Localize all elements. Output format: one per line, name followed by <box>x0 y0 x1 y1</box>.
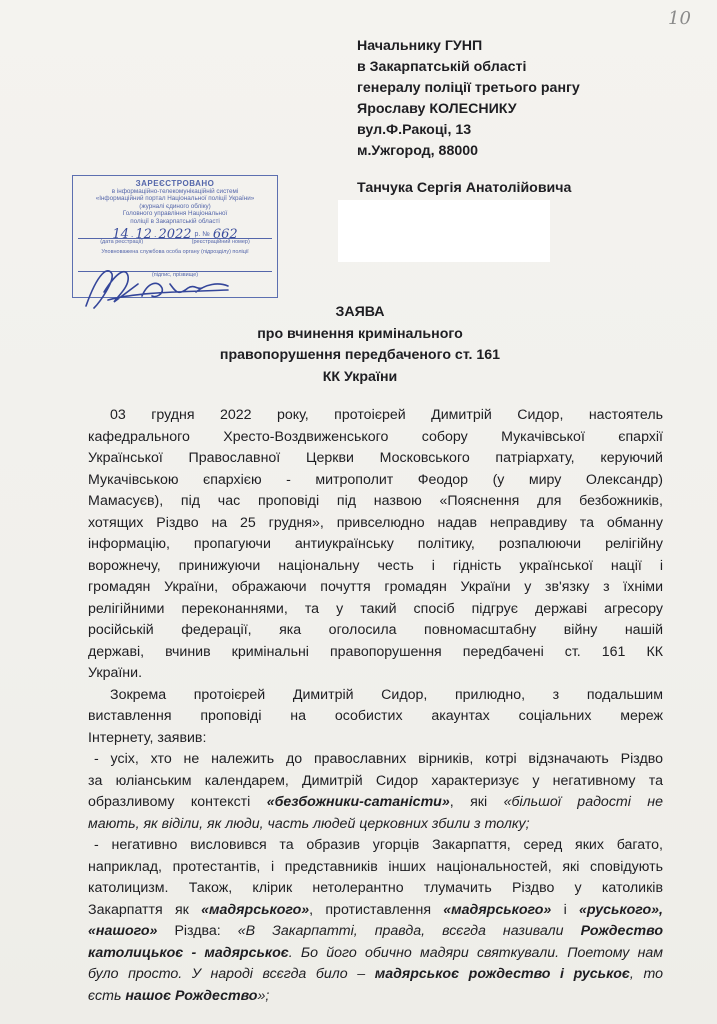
document-title <box>210 302 510 388</box>
text-line: католицизм. Також, клірик нетолерантно тлумачить Різдво у католиків <box>88 880 663 896</box>
quote-italic: мають, як віділи, як люди, часть людей церковних збили з толку; <box>88 815 530 832</box>
stamp-month: 12 <box>135 227 152 243</box>
text-run: Закарпаття як <box>88 901 202 918</box>
text-line: за юліанським календарем, Димитрій Сидор характеризує у негативному та <box>88 772 663 789</box>
text-run: , які <box>449 794 504 810</box>
quote-bold: «нашого» <box>88 923 158 939</box>
addressee-line: в Закарпатській області <box>357 59 527 75</box>
text-line: Інтернету, заявив: <box>88 729 207 746</box>
redaction-box <box>338 200 550 262</box>
stamp-day: 14 <box>112 227 129 243</box>
sender-name: Танчука Сергія Анатолійовича <box>357 180 572 196</box>
text-line: хотящих Різдво на 25 грудня», привселюдно надав неправдиву та обманну <box>88 514 663 531</box>
addressee-line: м.Ужгород, 88000 <box>357 143 479 159</box>
bullet-2 <box>88 835 663 1007</box>
stamp-title: ЗАРЕЄСТРОВАНО <box>135 179 215 188</box>
quote-bold: «руського», <box>579 901 663 918</box>
title-line: ЗАЯВА <box>335 304 385 320</box>
text-line <box>88 921 663 943</box>
text-line <box>88 943 663 965</box>
quote-bold: католицькоє - мадярськоє <box>88 944 289 961</box>
stamp-authorized: Уповноважена службова особа органу (підрозділу) поліції <box>101 248 249 255</box>
quote-italic: , то <box>629 966 663 982</box>
text-line <box>88 986 663 1008</box>
stamp-line: поліції в Закарпатській області <box>130 217 220 225</box>
text-run: і <box>551 901 579 918</box>
text-line <box>88 900 663 922</box>
addressee-line: вул.Ф.Ракоці, 13 <box>357 122 472 138</box>
addressee-line: генералу поліції третього рангу <box>357 80 580 96</box>
stamp-year: 2022 <box>158 227 192 243</box>
addressee-block <box>357 36 580 162</box>
addressee-line: Начальнику ГУНП <box>357 38 483 54</box>
title-line: про вчинення кримінального <box>257 325 463 342</box>
stamp-caption-number: (реєстраційний номер) <box>191 239 250 246</box>
text-line: російській федерації, яка оголосила повномасштабну війну нашій <box>88 622 663 638</box>
quote-italic: »; <box>257 987 270 1004</box>
addressee-line: Ярославу КОЛЕСНИКУ <box>357 101 517 117</box>
paragraph-2 <box>88 685 663 750</box>
text-line: 03 грудня 2022 року, протоієрей Димитрій Сидор, настоятель <box>110 407 663 423</box>
text-line: - негативно висловився та образив угорців Закарпаття, серед яких багато, <box>94 837 663 853</box>
paragraph-1 <box>88 405 663 685</box>
stamp-line: в інформаційно-телекомунікаційній системі <box>111 188 239 195</box>
stamp-date-row: 14 . 12 . 2022 р. № 662 <box>112 227 238 243</box>
quote-bold: мадярськоє рождество і руськоє <box>374 966 630 982</box>
text-line: Української Православної Церкви Московського патріархату, керуючий <box>88 450 663 466</box>
text-line: ворожнечу, принижуючи національну честь і гідність української нації і <box>88 557 663 574</box>
text-line: релігійними переконаннями, та у такий спосіб підгрує державі агресору <box>88 600 663 617</box>
quote-italic: «В Закарпатті, правда, всєгда називали <box>237 923 581 939</box>
document-body <box>88 405 663 1007</box>
text-line: Мамасуєв), під час проповіді під назвою «Пояснення для безбожників, <box>88 493 663 509</box>
text-line: - усіх, хто не належить до православних вірників, котрі відзначають Різдво <box>94 751 663 767</box>
text-run: образливому контексті <box>88 794 267 810</box>
bullet-1 <box>88 749 663 835</box>
text-line: громадян України, ображаючи почуття громадян України у зв'язку з їхніми <box>88 579 663 595</box>
text-line: Мукачівською єпархією - митрополит Феодор (у миру Олександр) <box>88 471 663 488</box>
quote-italic: «більшої радості не <box>503 794 663 810</box>
text-line: державі, вчинив кримінальні правопорушення передбачені ст. 161 КК <box>88 643 663 660</box>
quote-italic: . Бо його обично мадяри святкували. Поетому нам <box>288 944 664 961</box>
title-line: правопорушення передбаченого ст. 161 <box>219 347 501 363</box>
text-run: , протиставлення <box>309 901 444 918</box>
text-line <box>88 964 663 986</box>
text-run: Різдва: <box>157 923 238 939</box>
quote-bold: «мадярського» <box>201 901 310 918</box>
stamp-line: Головного управління Національної <box>122 210 228 218</box>
text-line: інформацію, пропагуючи антиукраїнську політику, розпалюючи релігійну <box>88 536 663 552</box>
text-line: України. <box>88 665 143 681</box>
quote-bold: нашоє Рождество <box>125 987 258 1004</box>
text-line: кафедрального Хресто-Воздвиженського собору Мукачівської єпархії <box>88 428 663 445</box>
quote-bold: Рождество <box>580 923 663 939</box>
text-line: Зокрема протоієрей Димитрій Сидор, прилюдно, з подальшим <box>110 686 663 703</box>
stamp-date-suffix: р. № <box>194 231 210 239</box>
text-line <box>88 792 663 814</box>
title-line: КК України <box>322 368 398 385</box>
quote-bold: «мадярського» <box>443 901 552 918</box>
quote-italic: було просто. У народі всєгда било – <box>88 966 375 982</box>
stamp-line: «Інформаційний портал Національної поліції України» <box>95 195 255 203</box>
stamp-caption-sign: (підпис, прізвище) <box>151 272 199 279</box>
stamp-caption-date: (дата реєстрації) <box>100 239 144 246</box>
text-line: виставлення проповіді на особистих акаунтах соціальних мереж <box>88 708 663 724</box>
page-number: 10 <box>668 8 691 29</box>
stamp-number: 662 <box>212 227 238 243</box>
quote-italic: єсть <box>88 987 126 1004</box>
quote-bold: «безбожники-сатаністи» <box>266 794 450 810</box>
text-line: наприклад, протестантів, і представників інших національностей, які сповідують <box>88 858 663 875</box>
stamp-line: (журналі єдиного обліку) <box>139 202 211 210</box>
